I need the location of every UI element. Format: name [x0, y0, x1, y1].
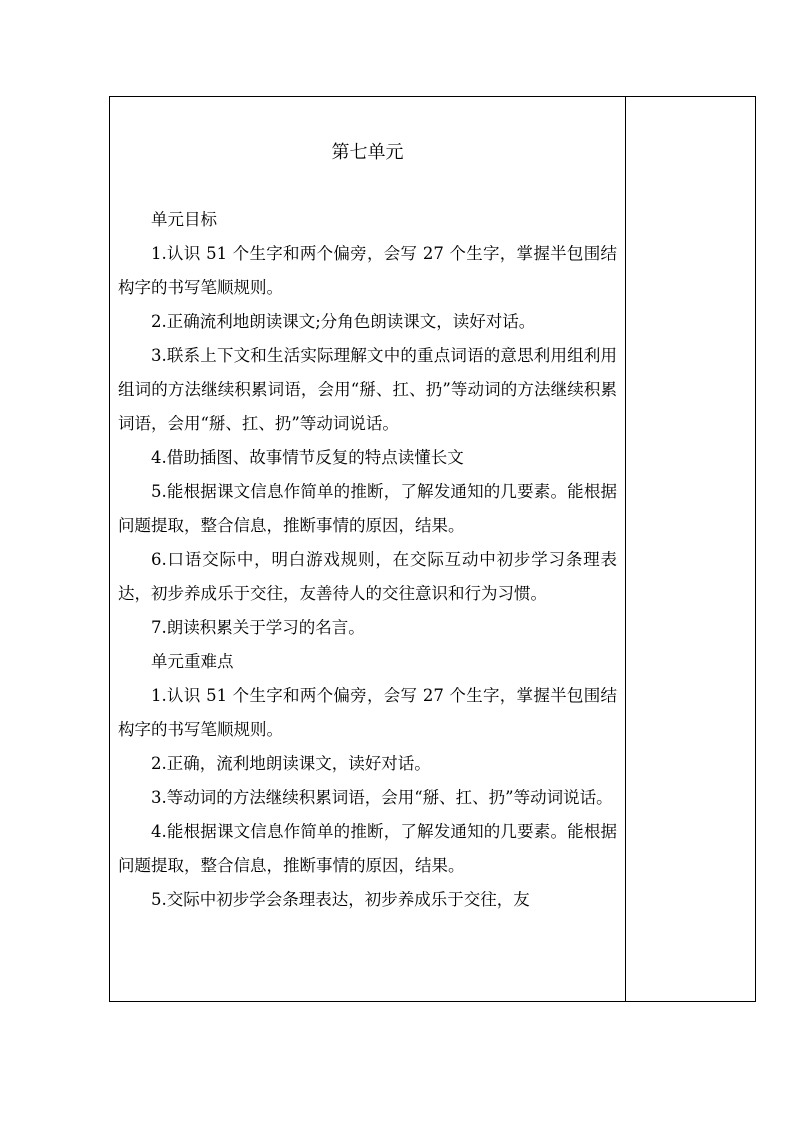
focus-item: 5.交际中初步学会条理表达，初步养成乐于交往，友	[151, 890, 530, 909]
goal-item: 6.口语交际中，明白游戏规则，在交际互动中初步学习条理表达，初步养成乐于交往，友善待人的交往意识和行为习惯。	[118, 550, 617, 603]
lesson-plan-table	[109, 96, 756, 1002]
goal-item: 4.借助插图、故事情节反复的特点读懂长文	[151, 448, 464, 467]
focus-heading: 单元重难点	[151, 652, 234, 671]
focus-item: 2.正确，流利地朗读课文，读好对话。	[151, 754, 431, 773]
focus-item: 3.等动词的方法继续积累词语，会用“掰、扛、扔”等动词说话。	[151, 788, 613, 807]
goal-item: 5.能根据课文信息作简单的推断，了解发通知的几要素。能根据问题提取，整合信息，推断事情的原因，结果。	[118, 482, 617, 535]
unit-title: 第七单元	[331, 142, 404, 163]
unit-body	[118, 203, 617, 917]
goal-item: 2.正确流利地朗读课文;分角色朗读课文，读好对话。	[151, 312, 536, 331]
goal-item: 1.认识 51 个生字和两个偏旁，会写 27 个生字，掌握半包围结构字的书写笔顺规则。	[118, 244, 617, 297]
goals-heading: 单元目标	[151, 210, 217, 229]
focus-item: 1.认识 51 个生字和两个偏旁，会写 27 个生字，掌握半包围结构字的书写笔顺规则。	[118, 686, 617, 739]
goal-item: 7.朗读积累关于学习的名言。	[151, 618, 365, 637]
content-cell	[110, 97, 625, 1001]
focus-item: 4.能根据课文信息作简单的推断，了解发通知的几要素。能根据问题提取，整合信息，推断事情的原因，结果。	[118, 822, 617, 875]
goal-item: 3.联系上下文和生活实际理解文中的重点词语的意思利用组利用组词的方法继续积累词语，会用“掰、扛、扔”等动词的方法继续积累词语，会用“掰、扛、扔”等动词说话。	[118, 346, 617, 433]
notes-cell	[626, 97, 755, 1001]
